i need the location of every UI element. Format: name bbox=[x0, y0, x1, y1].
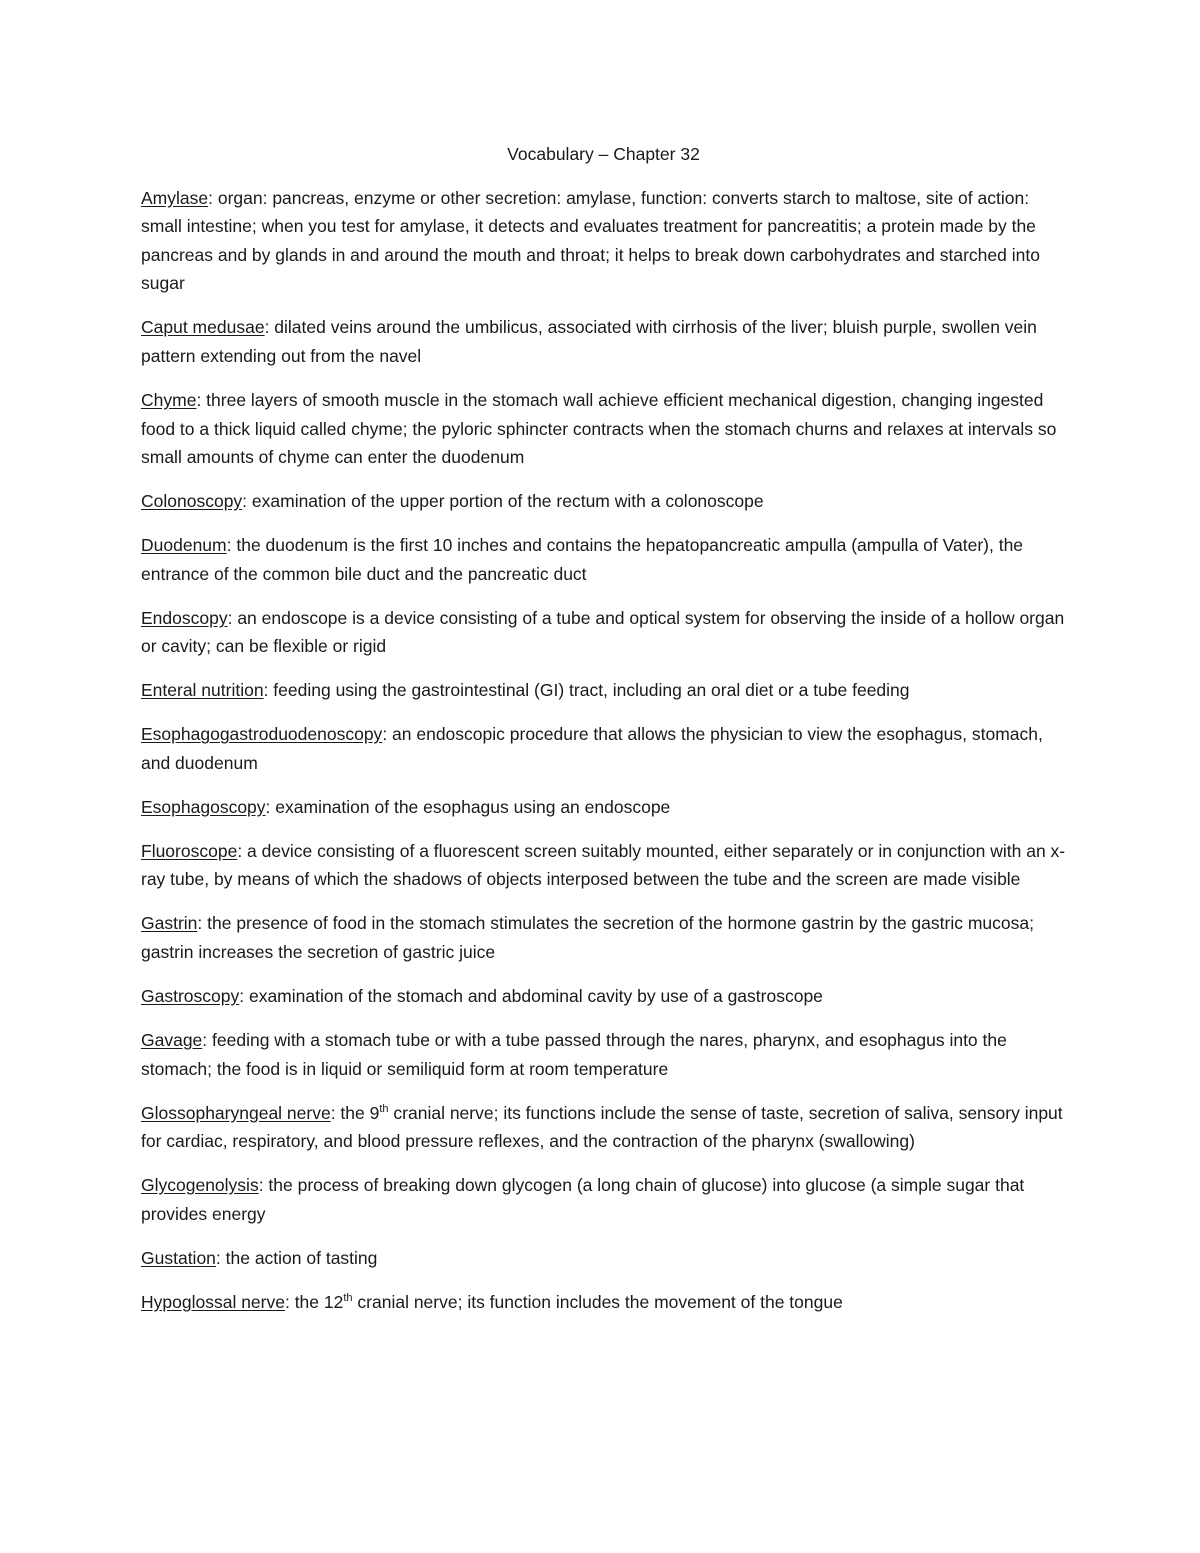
document-page bbox=[141, 140, 1066, 1332]
vocab-definition-end: cranial nerve; its function includes the movement of the tongue bbox=[352, 1291, 843, 1312]
vocab-term: Esophagogastroduodenoscopy bbox=[141, 724, 383, 745]
vocab-term: Endoscopy bbox=[141, 607, 228, 628]
vocab-term: Esophagoscopy bbox=[141, 796, 266, 817]
vocab-term: Caput medusae bbox=[141, 317, 265, 338]
vocab-entry-endoscopy bbox=[141, 604, 1066, 661]
vocab-definition: : dilated veins around the umbilicus, associated with cirrhosis of the liver; bluish purple, swollen vein pattern extending out from the navel bbox=[141, 317, 1037, 366]
vocab-entry-colonoscopy bbox=[141, 487, 1066, 516]
vocab-definition: : the process of breaking down glycogen (a long chain of glucose) into glucose (a simple sugar that provides energy bbox=[141, 1175, 1025, 1224]
vocab-entry-duodenum bbox=[141, 531, 1066, 588]
vocab-definition: : the presence of food in the stomach stimulates the secretion of the hormone gastrin by the gastric mucosa; gastrin increases the secretion of gastric juice bbox=[141, 913, 1034, 962]
vocab-definition: : feeding with a stomach tube or with a tube passed through the nares, pharynx, and esophagus into the stomach; the food is in liquid or semiliquid form at room temperature bbox=[141, 1029, 1007, 1079]
vocab-definition: : the duodenum is the first 10 inches and contains the hepatopancreatic ampulla (ampulla of Vater), the entrance of the common bile duct and the pancreatic duct bbox=[141, 535, 1024, 584]
vocab-entry-gavage bbox=[141, 1026, 1066, 1083]
vocab-term: Fluoroscope bbox=[141, 840, 238, 861]
vocab-definition-start: : the 9 bbox=[330, 1102, 380, 1123]
vocab-term: Glycogenolysis bbox=[141, 1175, 259, 1196]
vocab-entry-esophagogastroduodenoscopy bbox=[141, 720, 1066, 777]
vocab-definition-start: : the 12 bbox=[284, 1291, 344, 1312]
vocab-definition: : examination of the stomach and abdominal cavity by use of a gastroscope bbox=[239, 985, 823, 1006]
vocab-term: Gastrin bbox=[141, 913, 198, 934]
vocab-entry-hypoglossal-nerve bbox=[141, 1288, 1066, 1317]
vocab-term: Chyme bbox=[141, 389, 197, 410]
vocab-definition: : a device consisting of a fluorescent screen suitably mounted, either separately or in conjunction with an x-ray tube, by means of which the shadows of objects interposed between the tube and the screen are made visible bbox=[141, 840, 1066, 890]
ordinal-suffix: th bbox=[379, 1102, 389, 1115]
vocab-definition: : feeding using the gastrointestinal (GI) tract, including an oral diet or a tube feeding bbox=[263, 680, 910, 701]
vocab-definition: : an endoscopic procedure that allows the physician to view the esophagus, stomach, and duodenum bbox=[141, 724, 1043, 773]
vocab-entry-gastrin bbox=[141, 909, 1066, 966]
vocab-entry-gustation bbox=[141, 1244, 1066, 1273]
vocab-entry-enteral-nutrition bbox=[141, 676, 1066, 705]
page-title: Vocabulary – Chapter 32 bbox=[507, 144, 700, 164]
vocab-entry-glossopharyngeal-nerve bbox=[141, 1099, 1066, 1156]
vocab-entry-amylase bbox=[141, 184, 1066, 298]
vocab-term: Colonoscopy bbox=[141, 491, 243, 512]
vocab-term: Gustation bbox=[141, 1247, 216, 1268]
vocab-definition-end: cranial nerve; its functions include the sense of taste, secretion of saliva, sensory input for cardiac, respiratory, and blood pressure reflexes, and the contraction of the pharynx (swallowing) bbox=[141, 1102, 1063, 1152]
vocab-entry-caput-medusae bbox=[141, 313, 1066, 370]
vocab-term: Amylase bbox=[141, 187, 209, 208]
vocab-term: Duodenum bbox=[141, 535, 227, 556]
vocab-entry-gastroscopy bbox=[141, 982, 1066, 1011]
vocab-definition: : organ: pancreas, enzyme or other secretion: amylase, function: converts starch to maltose, site of action: small intestine; when you test for amylase, it detects and evaluates treatment for pancreatitis; a protein made by the pancreas and by glands in and around the mouth and throat; it helps to break down carbohydrates and starched into sugar bbox=[141, 187, 1040, 294]
vocab-term: Glossopharyngeal nerve bbox=[141, 1102, 331, 1123]
vocab-definition: : examination of the upper portion of the rectum with a colonoscope bbox=[242, 491, 764, 512]
ordinal-suffix: th bbox=[343, 1291, 353, 1304]
vocab-entry-chyme bbox=[141, 386, 1066, 472]
vocab-entry-glycogenolysis bbox=[141, 1171, 1066, 1228]
vocab-definition: : the action of tasting bbox=[215, 1247, 378, 1268]
vocab-definition: : three layers of smooth muscle in the stomach wall achieve efficient mechanical digestion, changing ingested food to a thick liquid called chyme; the pyloric sphincter contracts when the stomach churns and relaxes at intervals so small amounts of chyme can enter the duodenum bbox=[141, 389, 1057, 468]
vocab-entry-esophagoscopy bbox=[141, 793, 1066, 822]
vocab-entry-fluoroscope bbox=[141, 837, 1066, 894]
vocab-term: Gavage bbox=[141, 1029, 203, 1050]
vocab-term: Gastroscopy bbox=[141, 985, 240, 1006]
vocab-term: Enteral nutrition bbox=[141, 680, 264, 701]
vocab-term: Hypoglossal nerve bbox=[141, 1291, 285, 1312]
vocab-definition: : an endoscope is a device consisting of a tube and optical system for observing the inside of a hollow organ or cavity; can be flexible or rigid bbox=[141, 607, 1065, 657]
vocab-definition: : examination of the esophagus using an endoscope bbox=[265, 796, 671, 817]
